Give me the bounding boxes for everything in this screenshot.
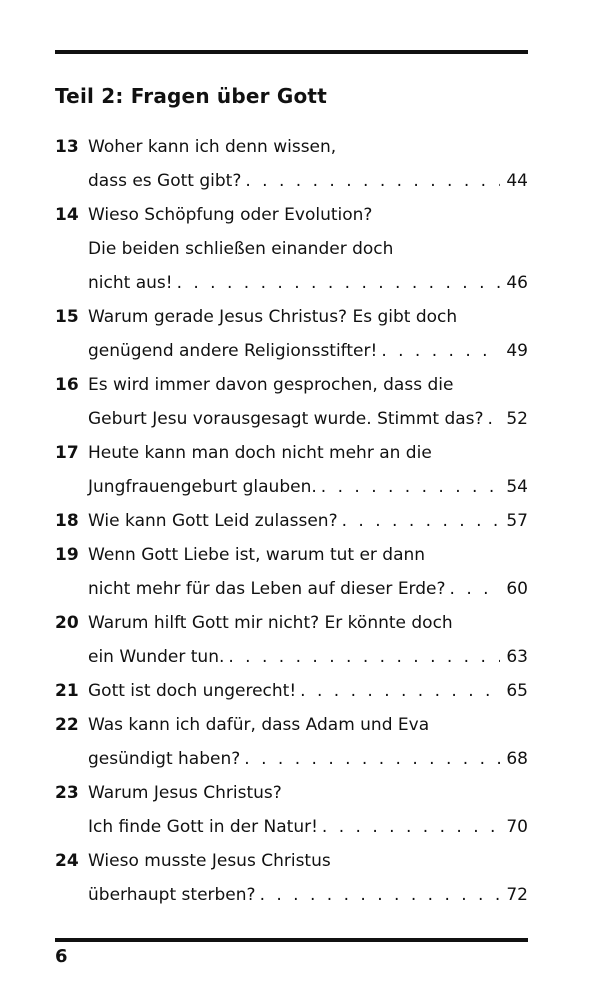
entry-page: 70 (506, 817, 528, 837)
entry-number: 23 (55, 783, 79, 803)
dot-leader (446, 572, 501, 606)
entry-text: genügend andere Religionsstifter! (88, 341, 378, 361)
dot-leader (338, 504, 501, 538)
toc-line (55, 674, 528, 708)
dot-leader (241, 164, 500, 198)
entry-number: 20 (55, 613, 79, 633)
entry-page: 72 (506, 885, 528, 905)
entry-text: Wieso musste Jesus Christus (88, 851, 331, 871)
toc-entry (55, 300, 528, 368)
toc-line (55, 776, 528, 810)
entry-text: Wie kann Gott Leid zulassen? (88, 511, 338, 531)
entry-page: 68 (506, 749, 528, 769)
dot-leader (296, 674, 500, 708)
toc-line (55, 402, 528, 436)
entry-number: 14 (55, 205, 79, 225)
toc-line (55, 436, 528, 470)
dot-leader (173, 266, 501, 300)
toc-line (55, 300, 528, 334)
toc-entry (55, 606, 528, 674)
toc-entry (55, 436, 528, 504)
entry-number: 15 (55, 307, 79, 327)
bottom-rule (55, 938, 528, 942)
dot-leader (318, 810, 500, 844)
dot-leader (377, 334, 500, 368)
entry-number: 17 (55, 443, 79, 463)
entry-text: Die beiden schließen einander doch (88, 239, 394, 259)
entry-text: ein Wunder tun. (88, 647, 225, 667)
entry-page: 65 (506, 681, 528, 701)
entry-text: Warum hilft Gott mir nicht? Er könnte doch (88, 613, 453, 633)
toc-line (55, 232, 528, 266)
toc-line (55, 198, 528, 232)
entry-text: Gott ist doch ungerecht! (88, 681, 297, 701)
table-of-contents (55, 130, 528, 912)
entry-text: nicht mehr für das Leben auf dieser Erde? (88, 579, 446, 599)
toc-line (55, 606, 528, 640)
entry-text: dass es Gott gibt? (88, 171, 242, 191)
toc-entry (55, 674, 528, 708)
toc-line (55, 130, 528, 164)
entry-text: gesündigt haben? (88, 749, 241, 769)
toc-entry (55, 708, 528, 776)
toc-entry (55, 504, 528, 538)
toc-line (55, 708, 528, 742)
entry-number: 16 (55, 375, 79, 395)
entry-page: 63 (506, 647, 528, 667)
top-rule (55, 50, 528, 54)
toc-entry (55, 368, 528, 436)
entry-text: überhaupt sterben? (88, 885, 256, 905)
entry-text: Warum Jesus Christus? (88, 783, 282, 803)
dot-leader (224, 640, 500, 674)
toc-entry (55, 844, 528, 912)
entry-text: Woher kann ich denn wissen, (88, 137, 337, 157)
dot-leader (240, 742, 500, 776)
entry-page: 60 (506, 579, 528, 599)
dot-leader (484, 402, 501, 436)
toc-entry (55, 538, 528, 606)
toc-line (55, 470, 528, 504)
entry-text: Warum gerade Jesus Christus? Es gibt doch (88, 307, 458, 327)
toc-line (55, 334, 528, 368)
toc-line (55, 504, 528, 538)
entry-number: 13 (55, 137, 79, 157)
entry-page: 57 (506, 511, 528, 531)
toc-line (55, 810, 528, 844)
dot-leader (317, 470, 501, 504)
toc-line (55, 164, 528, 198)
entry-number: 19 (55, 545, 79, 565)
entry-number: 22 (55, 715, 79, 735)
toc-entry (55, 130, 528, 198)
page-number: 6 (55, 946, 68, 967)
entry-page: 54 (506, 477, 528, 497)
toc-line (55, 640, 528, 674)
entry-text: Was kann ich dafür, dass Adam und Eva (88, 715, 430, 735)
entry-number: 18 (55, 511, 79, 531)
entry-text: Wenn Gott Liebe ist, warum tut er dann (88, 545, 426, 565)
entry-page: 44 (506, 171, 528, 191)
toc-entry (55, 198, 528, 300)
section-heading: Teil 2: Fragen über Gott (55, 84, 327, 108)
entry-number: 21 (55, 681, 79, 701)
toc-line (55, 538, 528, 572)
toc-line (55, 266, 528, 300)
entry-number: 24 (55, 851, 79, 871)
entry-page: 46 (506, 273, 528, 293)
dot-leader (256, 878, 501, 912)
entry-text: Wieso Schöpfung oder Evolution? (88, 205, 373, 225)
toc-entry (55, 776, 528, 844)
entry-text: Heute kann man doch nicht mehr an die (88, 443, 432, 463)
entry-text: Es wird immer davon gesprochen, dass die (88, 375, 454, 395)
entry-text: Geburt Jesu vorausgesagt wurde. Stimmt das? (88, 409, 484, 429)
toc-line (55, 878, 528, 912)
toc-line (55, 368, 528, 402)
entry-page: 49 (506, 341, 528, 361)
entry-text: Ich finde Gott in der Natur! (88, 817, 318, 837)
toc-line (55, 844, 528, 878)
entry-text: Jungfrauengeburt glauben. (88, 477, 317, 497)
entry-page: 52 (506, 409, 528, 429)
entry-text: nicht aus! (88, 273, 173, 293)
toc-line (55, 742, 528, 776)
toc-line (55, 572, 528, 606)
